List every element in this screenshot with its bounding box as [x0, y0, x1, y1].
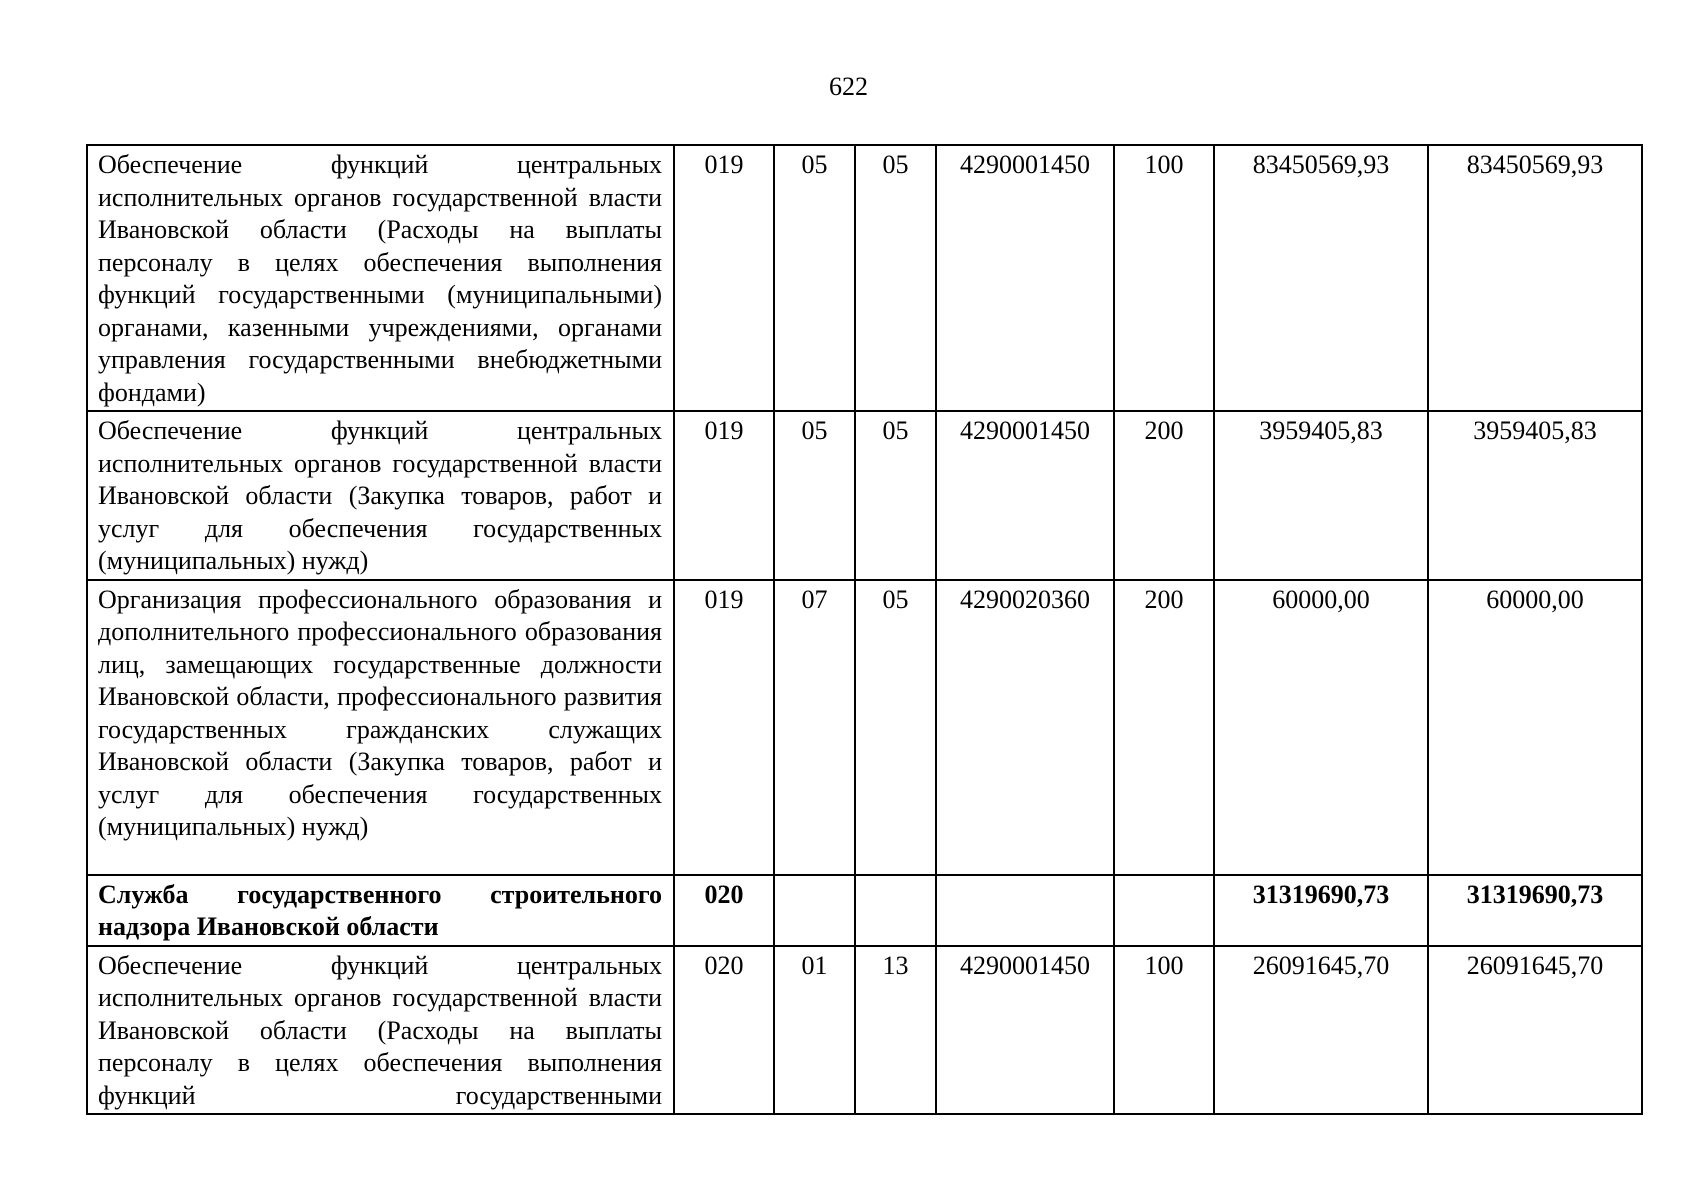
ministry-code: 019	[674, 580, 774, 875]
row-name: Обеспечение функций центральных исполнительных органов государственной власти Ивановской области (Расходы на выплаты персоналу в целях обеспечения выполнения функций государственными (муниципальными) органами, казенными учреждениями, органами управления государственными внебюджетными фондами)	[87, 145, 674, 411]
subsection-code: 05	[855, 411, 936, 580]
subsection-code: 05	[855, 145, 936, 411]
target-article-code: 4290020360	[936, 580, 1114, 875]
amount-1: 83450569,93	[1214, 145, 1428, 411]
section-code: 05	[774, 145, 855, 411]
table-row	[87, 580, 1642, 875]
ministry-code: 020	[674, 946, 774, 1115]
ministry-code: 020	[674, 875, 774, 946]
table-row-department	[87, 875, 1642, 946]
target-article-code	[936, 875, 1114, 946]
expense-type-code: 100	[1114, 946, 1214, 1115]
amount-2: 60000,00	[1428, 580, 1642, 875]
ministry-code: 019	[674, 145, 774, 411]
amount-2: 31319690,73	[1428, 875, 1642, 946]
amount-2: 3959405,83	[1428, 411, 1642, 580]
section-code: 07	[774, 580, 855, 875]
table-row	[87, 946, 1642, 1115]
target-article-code: 4290001450	[936, 411, 1114, 580]
subsection-code: 13	[855, 946, 936, 1115]
section-code: 05	[774, 411, 855, 580]
amount-2: 83450569,93	[1428, 145, 1642, 411]
expense-type-code: 200	[1114, 411, 1214, 580]
expense-type-code: 100	[1114, 145, 1214, 411]
subsection-code	[855, 875, 936, 946]
row-name: Организация профессионального образования и дополнительного профессионального образования лиц, замещающих государственные должности Ивановской области, профессионального развития государственных гражданских служащих Ивановской области (Закупка товаров, работ и услуг для обеспечения государственных (муниципальных) нужд)	[87, 580, 674, 875]
department-name: Служба государственного строительного надзора Ивановской области	[87, 875, 674, 946]
section-code: 01	[774, 946, 855, 1115]
page-number: 622	[829, 72, 868, 101]
table-row	[87, 411, 1642, 580]
row-name: Обеспечение функций центральных исполнительных органов государственной власти Ивановской области (Закупка товаров, работ и услуг для обеспечения государственных (муниципальных) нужд)	[87, 411, 674, 580]
section-code	[774, 875, 855, 946]
expense-type-code	[1114, 875, 1214, 946]
table-row	[87, 145, 1642, 411]
row-name: Обеспечение функций центральных исполнительных органов государственной власти Ивановской области (Расходы на выплаты персоналу в целях обеспечения выполнения функций государственными	[87, 946, 674, 1115]
ministry-code: 019	[674, 411, 774, 580]
target-article-code: 4290001450	[936, 946, 1114, 1115]
expense-type-code: 200	[1114, 580, 1214, 875]
amount-1: 60000,00	[1214, 580, 1428, 875]
amount-1: 31319690,73	[1214, 875, 1428, 946]
amount-2: 26091645,70	[1428, 946, 1642, 1115]
target-article-code: 4290001450	[936, 145, 1114, 411]
amount-1: 26091645,70	[1214, 946, 1428, 1115]
amount-1: 3959405,83	[1214, 411, 1428, 580]
subsection-code: 05	[855, 580, 936, 875]
budget-table	[86, 144, 1643, 1115]
